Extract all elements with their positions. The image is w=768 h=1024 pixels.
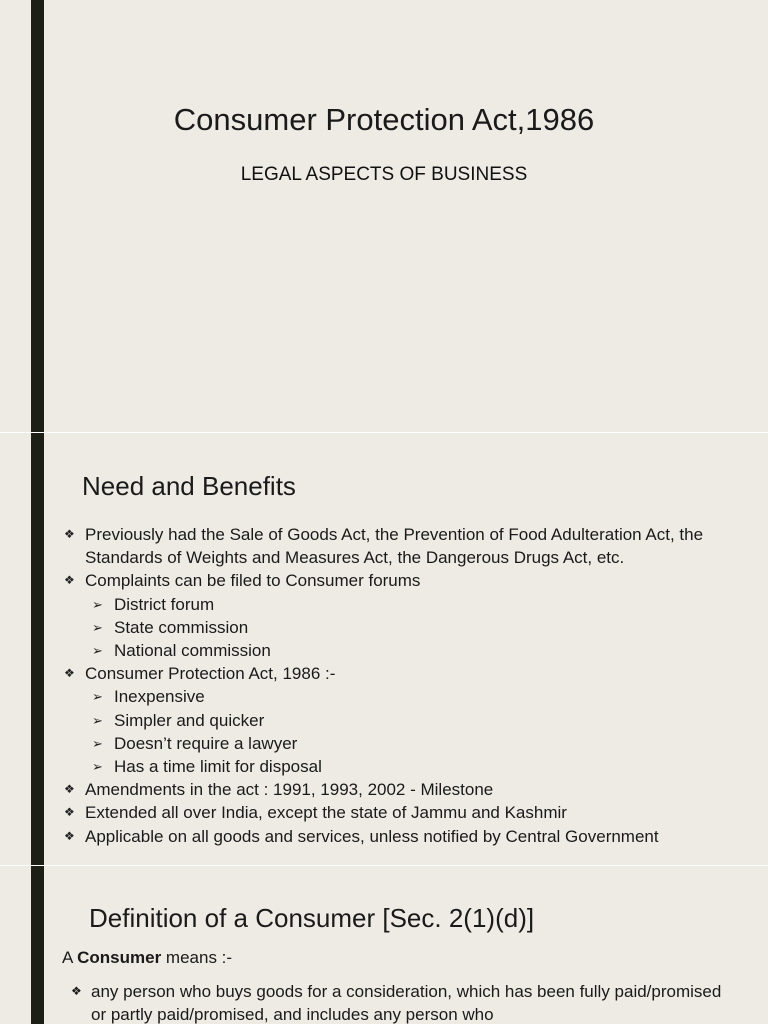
diamond-bullet-icon: ❖ bbox=[64, 828, 75, 843]
accent-bar bbox=[31, 0, 44, 432]
arrow-bullet-icon: ➢ bbox=[92, 712, 103, 728]
definition-intro bbox=[62, 948, 232, 968]
diamond-bullet-icon: ❖ bbox=[64, 527, 75, 541]
list-item bbox=[64, 662, 744, 685]
list-item-text: Has a time limit for disposal bbox=[114, 757, 322, 777]
accent-bar bbox=[31, 433, 44, 865]
arrow-bullet-icon: ➢ bbox=[92, 735, 103, 751]
list-item-text: State commission bbox=[114, 617, 249, 637]
list-item-text: Extended all over India, except the state of Jammu and Kashmir bbox=[85, 803, 567, 823]
slide-heading: Need and Benefits bbox=[82, 471, 296, 501]
list-item-text: Simpler and quicker bbox=[114, 710, 265, 730]
intro-bold-term: Consumer bbox=[77, 948, 162, 967]
slide-subtitle: LEGAL ASPECTS OF BUSINESS bbox=[240, 164, 528, 185]
arrow-bullet-icon: ➢ bbox=[92, 596, 103, 612]
list-item-text: National commission bbox=[114, 641, 271, 661]
diamond-bullet-icon: ❖ bbox=[64, 666, 75, 681]
list-item-text: Inexpensive bbox=[114, 687, 205, 707]
accent-bar bbox=[31, 866, 44, 1024]
list-item bbox=[64, 732, 744, 755]
slide-definition-consumer bbox=[0, 866, 768, 1024]
list-item bbox=[64, 685, 744, 708]
arrow-bullet-icon: ➢ bbox=[92, 619, 103, 635]
list-item bbox=[64, 755, 744, 778]
slide-need-and-benefits bbox=[0, 433, 768, 865]
list-item bbox=[64, 778, 744, 801]
list-item-text: Amendments in the act : 1991, 1993, 2002 - Milestone bbox=[85, 780, 494, 800]
arrow-bullet-icon: ➢ bbox=[92, 689, 103, 705]
slide-title-heading: Consumer Protection Act,1986 bbox=[173, 102, 595, 137]
list-item bbox=[64, 801, 744, 824]
list-item bbox=[64, 593, 744, 616]
list-item-text: Doesn’t require a lawyer bbox=[114, 733, 298, 753]
list-item bbox=[64, 523, 744, 569]
list-item-text: Previously had the Sale of Goods Act, the Prevention of Food Adulteration Act, the Standards of Weights and Measures Act, the Dangerous Drugs Act, etc. bbox=[85, 525, 704, 568]
list-item-text: District forum bbox=[114, 594, 215, 614]
list-item-text: Consumer Protection Act, 1986 :- bbox=[85, 664, 336, 684]
arrow-bullet-icon: ➢ bbox=[92, 759, 103, 775]
slide-heading: Definition of a Consumer [Sec. 2(1)(d)] bbox=[89, 903, 535, 933]
list-item bbox=[64, 825, 744, 848]
list-item-text: any person who buys goods for a consideration, which has been fully paid/promised or partly paid/promised, and includes any person who bbox=[91, 982, 722, 1024]
diamond-bullet-icon: ❖ bbox=[64, 805, 75, 820]
intro-prefix: A bbox=[62, 948, 78, 967]
slide-title bbox=[0, 0, 768, 432]
bullet-list bbox=[64, 523, 744, 848]
arrow-bullet-icon: ➢ bbox=[92, 643, 103, 659]
intro-suffix: means :- bbox=[161, 948, 233, 967]
diamond-bullet-icon: ❖ bbox=[64, 573, 75, 588]
list-item-text: Applicable on all goods and services, unless notified by Central Government bbox=[85, 826, 659, 846]
diamond-bullet-icon: ❖ bbox=[71, 984, 82, 998]
list-item bbox=[71, 980, 731, 1024]
bullet-list bbox=[71, 980, 731, 1024]
list-item bbox=[64, 639, 744, 662]
list-item bbox=[64, 616, 744, 639]
diamond-bullet-icon: ❖ bbox=[64, 782, 75, 797]
list-item bbox=[64, 709, 744, 732]
list-item bbox=[64, 569, 744, 592]
list-item-text: Complaints can be filed to Consumer forums bbox=[85, 571, 421, 591]
